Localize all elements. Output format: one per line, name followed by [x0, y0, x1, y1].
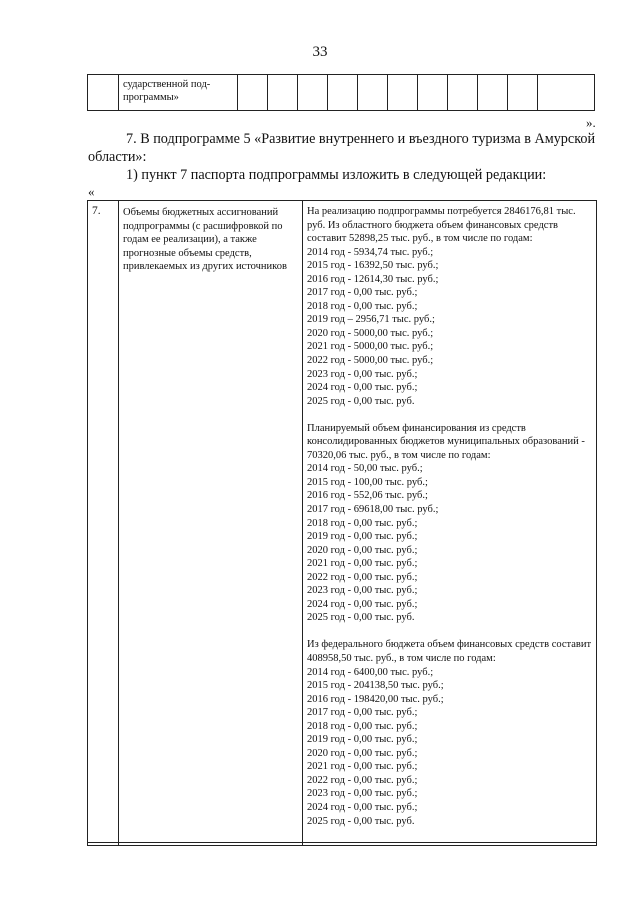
year-line: 2017 год - 0,00 тыс. руб.;	[307, 287, 418, 299]
year-line: 2015 год - 16392,50 тыс. руб.;	[307, 260, 439, 272]
funding-block-municipal	[307, 422, 593, 625]
year-line: 2022 год - 0,00 тыс. руб.;	[307, 571, 418, 583]
year-line: 2018 год - 0,00 тыс. руб.;	[307, 720, 418, 732]
funding-block-regional	[307, 205, 593, 408]
empty-cell	[478, 75, 508, 111]
year-line: 2024 год - 0,00 тыс. руб.;	[307, 801, 418, 813]
year-line: 2024 год - 0,00 тыс. руб.;	[307, 382, 418, 394]
year-line: 2021 год - 0,00 тыс. руб.;	[307, 558, 418, 570]
empty-cell	[538, 75, 595, 111]
year-line: 2020 год - 5000,00 тыс. руб.;	[307, 327, 434, 339]
table-bottom-cell	[88, 842, 119, 845]
continuation-table	[87, 74, 595, 111]
continuation-cell-text	[119, 75, 238, 111]
year-line: 2019 год – 2956,71 тыс. руб.;	[307, 314, 435, 326]
year-line: 2020 год - 0,00 тыс. руб.;	[307, 544, 418, 556]
row-description: Объемы бюджетных ассигнований подпрограммы (с расшифровкой по годам ее реализации), а также прогнозные объемы средств, привлекаемых из других источников	[119, 201, 303, 843]
year-line: 2015 год - 204138,50 тыс. руб.;	[307, 680, 444, 692]
passport-table	[87, 200, 597, 846]
year-line: 2025 год - 0,00 тыс. руб.	[307, 815, 415, 827]
closing-quote: ».	[586, 115, 596, 130]
year-line: 2025 год - 0,00 тыс. руб.	[307, 395, 415, 407]
empty-cell	[238, 75, 268, 111]
empty-cell	[448, 75, 478, 111]
paragraph-amendment: 7. В подпрограмме 5 «Развитие внутреннего и въездного туризма в Амурской области»:	[88, 131, 596, 165]
year-line: 2016 год - 12614,30 тыс. руб.;	[307, 273, 439, 285]
block-intro: На реализацию подпрограммы потребуется 2846176,81 тыс. руб. Из областного бюджета объем финансовых средств составит 52898,25 тыс. руб., в том числе по годам:	[307, 206, 576, 245]
block-intro: Планируемый объем финансирования из средств консолидированных бюджетов муниципальных образований - 70320,06 тыс. руб., в том числе по годам:	[307, 422, 585, 461]
year-line: 2022 год - 0,00 тыс. руб.;	[307, 774, 418, 786]
year-line: 2018 год - 0,00 тыс. руб.;	[307, 300, 418, 312]
year-line: 2016 год - 552,06 тыс. руб.;	[307, 490, 428, 502]
year-line: 2019 год - 0,00 тыс. руб.;	[307, 531, 418, 543]
paragraph-item: 1) пункт 7 паспорта подпрограммы изложить в следующей редакции:	[126, 167, 547, 183]
year-line: 2023 год - 0,00 тыс. руб.;	[307, 368, 418, 380]
year-line: 2025 год - 0,00 тыс. руб.	[307, 612, 415, 624]
page-number: 33	[312, 44, 328, 60]
row-number: 7.	[88, 201, 119, 843]
year-line: 2015 год - 100,00 тыс. руб.;	[307, 476, 428, 488]
year-line: 2021 год - 5000,00 тыс. руб.;	[307, 341, 434, 353]
year-line: 2014 год - 50,00 тыс. руб.;	[307, 463, 423, 475]
table-bottom-cell	[119, 842, 303, 845]
empty-cell	[418, 75, 448, 111]
empty-cell	[358, 75, 388, 111]
year-line: 2019 год - 0,00 тыс. руб.;	[307, 734, 418, 746]
empty-cell	[388, 75, 418, 111]
year-line: 2018 год - 0,00 тыс. руб.;	[307, 517, 418, 529]
opening-quote: «	[88, 184, 95, 199]
funding-block-federal	[307, 638, 593, 828]
continuation-line: сударственной под-	[123, 79, 211, 90]
year-line: 2023 год - 0,00 тыс. руб.;	[307, 585, 418, 597]
empty-cell	[328, 75, 358, 111]
continuation-cell-number	[88, 75, 119, 111]
year-line: 2024 год - 0,00 тыс. руб.;	[307, 598, 418, 610]
year-line: 2016 год - 198420,00 тыс. руб.;	[307, 693, 444, 705]
row-content	[303, 201, 597, 843]
year-line: 2014 год - 6400,00 тыс. руб.;	[307, 666, 434, 678]
year-line: 2014 год - 5934,74 тыс. руб.;	[307, 246, 434, 258]
empty-cell	[268, 75, 298, 111]
year-line: 2023 год - 0,00 тыс. руб.;	[307, 788, 418, 800]
year-line: 2020 год - 0,00 тыс. руб.;	[307, 747, 418, 759]
year-line: 2022 год - 5000,00 тыс. руб.;	[307, 355, 434, 367]
block-intro: Из федерального бюджета объем финансовых средств составит 408958,50 тыс. руб., в том числе по годам:	[307, 639, 592, 664]
empty-cell	[298, 75, 328, 111]
year-line: 2017 год - 0,00 тыс. руб.;	[307, 707, 418, 719]
year-line: 2021 год - 0,00 тыс. руб.;	[307, 761, 418, 773]
continuation-line: программы»	[123, 92, 179, 103]
year-line: 2017 год - 69618,00 тыс. руб.;	[307, 503, 439, 515]
empty-cell	[508, 75, 538, 111]
table-bottom-cell	[303, 842, 597, 845]
